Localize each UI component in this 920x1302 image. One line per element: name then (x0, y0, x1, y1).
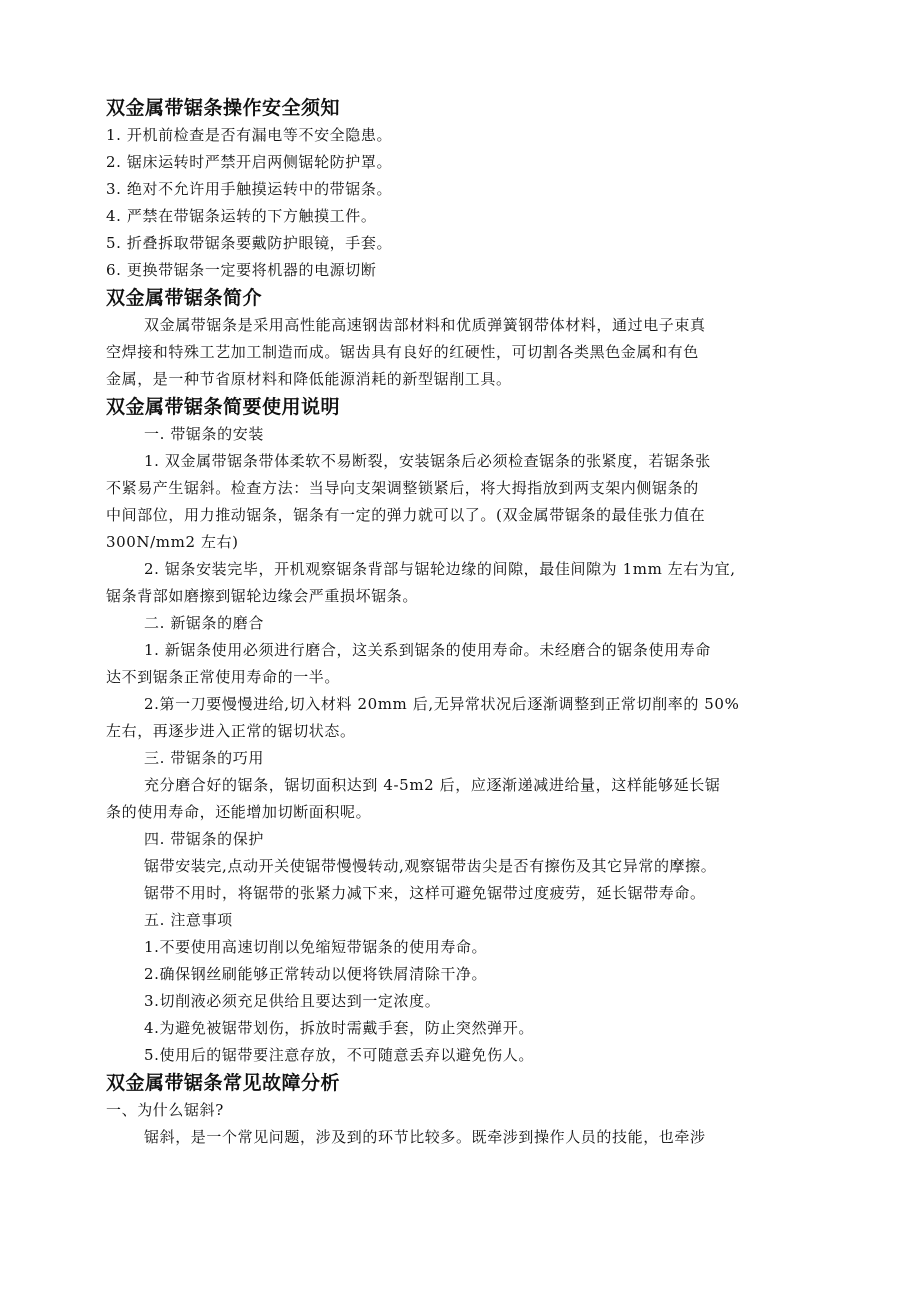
faults-question-1: 一、为什么锯斜? (106, 1101, 224, 1119)
safety-item-6: 6. 更换带锯条一定要将机器的电源切断 (106, 261, 377, 279)
tips-line: 充分磨合好的锯条，锯切面积达到 4-5m2 后，应逐渐递减进给量，这样能够延长锯 (144, 776, 721, 794)
tips-line: 条的使用寿命，还能增加切断面积呢。 (106, 803, 372, 821)
safety-item-1: 1. 开机前检查是否有漏电等不安全隐患。 (106, 126, 393, 144)
protect-line: 锯带安装完,点动开关使锯带慢慢转动,观察锯带齿尖是否有擦伤及其它异常的摩擦。 (144, 857, 717, 875)
safety-item-2: 2. 锯床运转时严禁开启两侧锯轮防护罩。 (106, 153, 393, 171)
breakin-p1-line: 达不到锯条正常使用寿命的一半。 (106, 668, 341, 686)
breakin-p1-line: 1. 新锯条使用必须进行磨合，这关系到锯条的使用寿命。未经磨合的锯条使用寿命 (144, 641, 711, 659)
install-p1-line: 不紧易产生锯斜。检查方法：当导向支架调整锁紧后，将大拇指放到两支架内侧锯条的 (106, 479, 699, 497)
notes-item-4: 4.为避免被锯带划伤，拆放时需戴手套，防止突然弹开。 (144, 1019, 534, 1037)
notes-item-5: 5.使用后的锯带要注意存放，不可随意丢弃以避免伤人。 (144, 1046, 534, 1064)
notes-heading: 五. 注意事项 (144, 911, 233, 929)
install-p1-line: 300N/mm2 左右) (106, 533, 239, 551)
intro-line: 空焊接和特殊工艺加工制造而成。锯齿具有良好的红硬性，可切割各类黑色金属和有色 (106, 343, 699, 361)
notes-item-3: 3.切削液必须充足供给且要达到一定浓度。 (144, 992, 441, 1010)
safety-item-3: 3. 绝对不允许用手触摸运转中的带锯条。 (106, 180, 393, 198)
protect-heading: 四. 带锯条的保护 (144, 830, 264, 848)
install-p1-line: 中间部位，用力推动锯条，锯条有一定的弹力就可以了。(双金属带锯条的最佳张力值在 (106, 506, 706, 524)
tips-heading: 三. 带锯条的巧用 (144, 749, 264, 767)
intro-line: 双金属带锯条是采用高性能高速钢齿部材料和优质弹簧钢带体材料，通过电子束真 (144, 316, 706, 334)
breakin-p2-line: 2.第一刀要慢慢进给,切入材料 20mm 后,无异常状况后逐渐调整到正常切削率的 50% (144, 695, 740, 713)
intro-line: 金属，是一种节省原材料和降低能源消耗的新型锯削工具。 (106, 370, 512, 388)
breakin-heading: 二. 新锯条的磨合 (144, 614, 264, 632)
notes-item-2: 2.确保钢丝刷能够正常转动以便将铁屑清除干净。 (144, 965, 488, 983)
safety-item-4: 4. 严禁在带锯条运转的下方触摸工件。 (106, 207, 377, 225)
install-p2-line: 2. 锯条安装完毕，开机观察锯条背部与锯轮边缘的间隙，最佳间隙为 1mm 左右为宜, (144, 560, 736, 578)
notes-item-1: 1.不要使用高速切削以免缩短带锯条的使用寿命。 (144, 938, 488, 956)
faults-title: 双金属带锯条常见故障分析 (106, 1072, 341, 1094)
usage-title: 双金属带锯条简要使用说明 (106, 396, 341, 418)
install-heading: 一. 带锯条的安装 (144, 425, 264, 443)
install-p2-line: 锯条背部如磨擦到锯轮边缘会严重损坏锯条。 (106, 587, 419, 605)
document-page (106, 94, 826, 1151)
safety-title: 双金属带锯条操作安全须知 (106, 97, 341, 119)
install-p1-line: 1. 双金属带锯条带体柔软不易断裂，安装锯条后必须检查锯条的张紧度，若锯条张 (144, 452, 711, 470)
faults-paragraph-line: 锯斜，是一个常见问题，涉及到的环节比较多。既牵涉到操作人员的技能，也牵涉 (144, 1128, 706, 1146)
intro-title: 双金属带锯条简介 (106, 287, 263, 309)
breakin-p2-line: 左右，再逐步进入正常的锯切状态。 (106, 722, 356, 740)
protect-line: 锯带不用时，将锯带的张紧力减下来，这样可避免锯带过度疲劳，延长锯带寿命。 (144, 884, 706, 902)
safety-item-5: 5. 折叠拆取带锯条要戴防护眼镜，手套。 (106, 234, 393, 252)
